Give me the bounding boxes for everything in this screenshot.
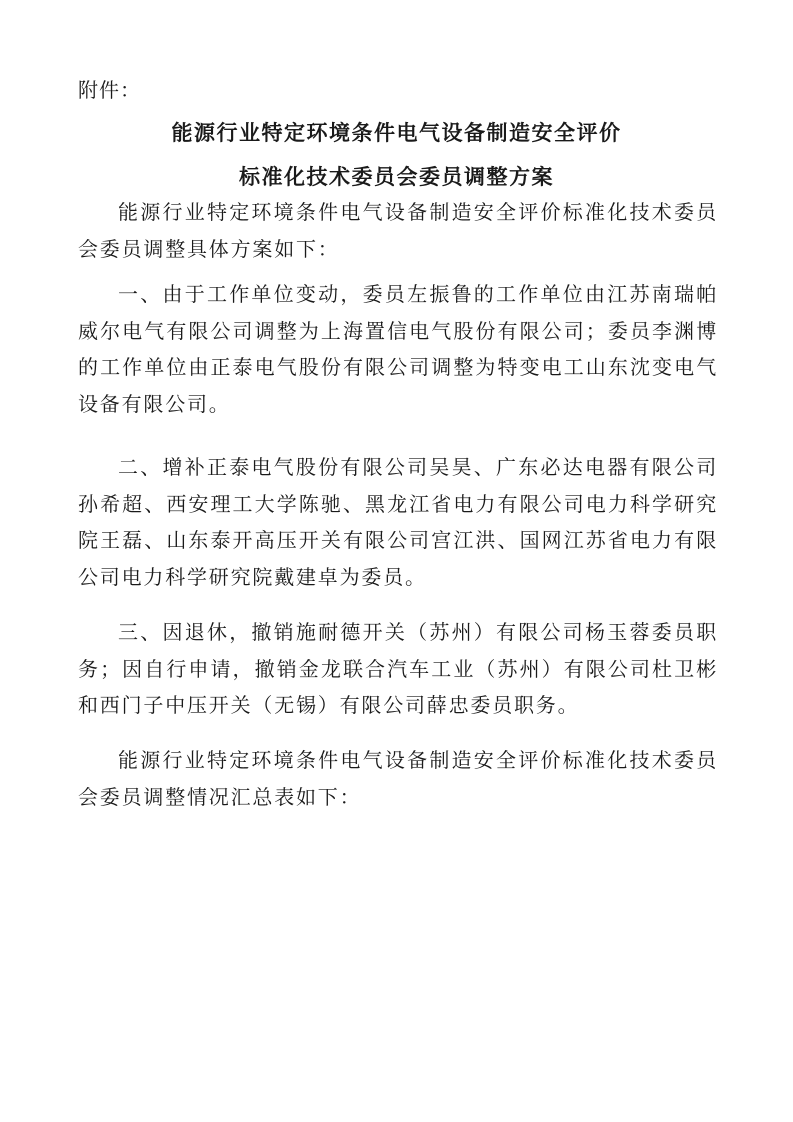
paragraph-item-2: 二、增补正泰电气股份有限公司吴昊、广东必达电器有限公司孙希超、西安理工大学陈驰、黑龙江省电力有限公司电力科学研究院王磊、山东泰开高压开关有限公司宫江洪、国网江苏省电力有限公司电力科学研究院戴建卓为委员。 bbox=[78, 455, 718, 589]
paragraph-summary: 能源行业特定环境条件电气设备制造安全评价标准化技术委员会委员调整情况汇总表如下： bbox=[78, 748, 718, 809]
paragraph-item-1: 一、由于工作单位变动，委员左振鲁的工作单位由江苏南瑞帕威尔电气有限公司调整为上海置信电气股份有限公司；委员李渊博的工作单位由正泰电气股份有限公司调整为特变电工山东沈变电气设备有限公司。 bbox=[78, 282, 718, 416]
attachment-label: 附件： bbox=[78, 78, 141, 102]
document-title-line-2: 标准化技术委员会委员调整方案 bbox=[239, 165, 554, 189]
paragraph-item-3: 三、因退休，撤销施耐德开关（苏州）有限公司杨玉蓉委员职务；因自行申请，撤销金龙联合汽车工业（苏州）有限公司杜卫彬和西门子中压开关（无锡）有限公司薛忠委员职务。 bbox=[78, 620, 718, 718]
paragraph-intro: 能源行业特定环境条件电气设备制造安全评价标准化技术委员会委员调整具体方案如下： bbox=[78, 200, 718, 261]
document-title-line-1: 能源行业特定环境条件电气设备制造安全评价 bbox=[171, 121, 622, 145]
